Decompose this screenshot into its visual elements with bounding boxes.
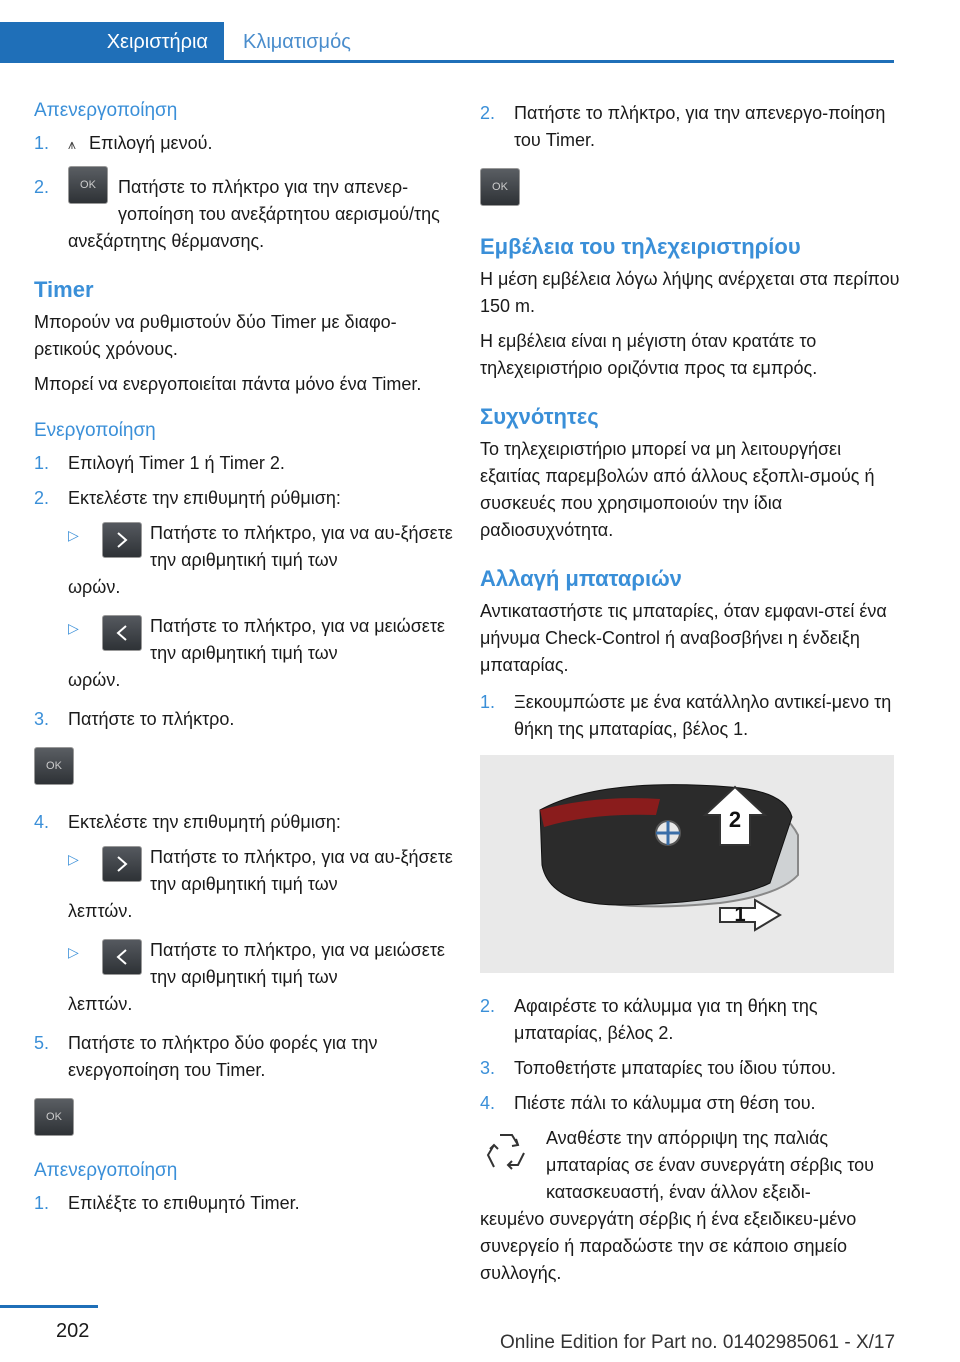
- item-number: 2.: [34, 488, 50, 508]
- item-text: Πατήστε το πλήκτρο.: [68, 709, 235, 729]
- item-text: Αφαιρέστε το κάλυμμα για τη θήκη της μπαταρίας, βέλος 2.: [514, 996, 818, 1043]
- item-text: Επιλέξτε το επιθυμητό Timer.: [68, 1193, 300, 1213]
- list-item: [34, 174, 454, 255]
- battery-paragraph: Αντικαταστήστε τις μπαταρίες, όταν εμφανι-στεί ένα μήνυμα Check-Control ή αναβοσβήνει η ένδειξη μπαταρίας.: [480, 601, 887, 675]
- item-number: 2.: [480, 103, 496, 123]
- tab-climate[interactable]: Κλιματισμός: [243, 30, 351, 53]
- heating-icon: ⩚: [68, 136, 76, 152]
- arrow-2-label: 2: [728, 807, 742, 832]
- decrease-arrow-button[interactable]: [102, 939, 142, 975]
- list-item: [34, 450, 454, 477]
- list-item: [34, 809, 454, 836]
- triangle-bullet-icon: ▷: [68, 620, 79, 636]
- left-column: [34, 100, 454, 1225]
- sub-item: [68, 937, 454, 1018]
- edition-label: Online Edition for Part no. 01402985061 - X/17: [500, 1332, 896, 1353]
- range-heading: Εμβέλεια του τηλεχειριστηρίου: [480, 234, 801, 259]
- sub-item-tail: λεπτών.: [68, 901, 133, 921]
- sub-item-text: Πατήστε το πλήκτρο, για να αυ-ξήσετε την αριθμητική τιμή των: [150, 847, 453, 894]
- list-item: [34, 1030, 454, 1084]
- sub-item-tail: ωρών.: [68, 670, 121, 690]
- header-divider: [0, 60, 894, 63]
- list-item: [480, 993, 900, 1047]
- list-item: [480, 689, 900, 743]
- list-item: [480, 1090, 900, 1117]
- list-item: [34, 485, 454, 512]
- recycle-icon: [480, 1127, 532, 1179]
- range-paragraph-2: Η εμβέλεια είναι η μέγιστη όταν κρατάτε το τηλεχειριστήριο οριζόντια προς τα εμπρός.: [480, 331, 818, 378]
- decrease-arrow-button[interactable]: [102, 615, 142, 651]
- list-item: [34, 130, 454, 158]
- recycle-tail: κευμένο συνεργάτη σέρβις ή ένα εξειδικευ-μένο συνεργείο ή παραδώστε την σε κάποιο σημείο συλλογής.: [480, 1209, 857, 1283]
- item-text: Πατήστε το πλήκτρο για την απενερ-γοποίηση του ανεξάρτητου αερισμού/της ανεξάρτητης θέρμανσης.: [68, 177, 440, 251]
- page-header: [0, 0, 960, 62]
- item-number: 3.: [480, 1058, 496, 1078]
- increase-arrow-button[interactable]: [102, 522, 142, 558]
- range-paragraph-1: Η μέση εμβέλεια λόγω λήψης ανέρχεται στα περίπου 150 m.: [480, 269, 900, 316]
- list-item: [34, 1190, 454, 1217]
- sub-item-text: Πατήστε το πλήκτρο, για να αυ-ξήσετε την αριθμητική τιμή των: [150, 523, 453, 570]
- arrow-1-label: 1: [734, 904, 746, 926]
- ok-button[interactable]: OK: [34, 1098, 74, 1136]
- sub-item-text: Πατήστε το πλήκτρο, για να μειώσετε την αριθμητική τιμή των: [150, 616, 445, 663]
- item-number: 3.: [34, 709, 50, 729]
- list-item: [480, 1055, 900, 1082]
- item-number: 2.: [480, 996, 496, 1016]
- item-number: 4.: [34, 812, 50, 832]
- timer-paragraph-2: Μπορεί να ενεργοποιείται πάντα μόνο ένα Timer.: [34, 374, 422, 394]
- recycle-text: Αναθέστε την απόρριψη της παλιάς μπαταρίας σε έναν συνεργάτη σέρβις του κατασκευαστή, έναν άλλον εξειδι-: [546, 1128, 874, 1202]
- increase-arrow-button[interactable]: [102, 846, 142, 882]
- sub-item-tail: λεπτών.: [68, 994, 133, 1014]
- ok-button[interactable]: OK: [34, 747, 74, 785]
- item-number: 5.: [34, 1033, 50, 1053]
- item-number: 1.: [34, 1193, 50, 1213]
- activation-heading: Ενεργοποίηση: [34, 420, 156, 441]
- sub-item: [68, 520, 454, 601]
- triangle-bullet-icon: ▷: [68, 527, 79, 543]
- item-text: Τοποθετήστε μπαταρίες του ίδιου τύπου.: [514, 1058, 837, 1078]
- recycling-note: [480, 1125, 900, 1287]
- frequencies-paragraph: Το τηλεχειριστήριο μπορεί να μη λειτουργήσει εξαιτίας παρεμβολών από άλλους εξοπλι-σμούς ή συσκευές που χρησιμοποιούν την ίδια ραδιοσυχνότητα.: [480, 439, 875, 540]
- item-text: Επιλογή μενού.: [89, 133, 213, 153]
- ok-button[interactable]: OK: [68, 166, 108, 204]
- sub-item-tail: ωρών.: [68, 577, 121, 597]
- item-text: Πατήστε το πλήκτρο, για την απενεργο-ποίηση του Timer.: [514, 103, 886, 150]
- item-number: 2.: [34, 177, 50, 197]
- page-number: 202: [56, 1320, 90, 1342]
- ok-button[interactable]: OK: [480, 168, 520, 206]
- deactivation-heading: Απενεργοποίηση: [34, 100, 178, 121]
- tab-controls[interactable]: Χειριστήρια: [0, 22, 224, 62]
- item-text: Πιέστε πάλι το κάλυμμα στη θέση του.: [514, 1093, 816, 1113]
- frequencies-heading: Συχνότητες: [480, 404, 599, 429]
- timer-heading: Timer: [34, 277, 94, 302]
- battery-heading: Αλλαγή μπαταριών: [480, 566, 682, 591]
- triangle-bullet-icon: ▷: [68, 944, 79, 960]
- item-number: 4.: [480, 1093, 496, 1113]
- item-number: 1.: [480, 692, 496, 712]
- deactivation-heading-2: Απενεργοποίηση: [34, 1160, 178, 1181]
- list-item: [480, 100, 900, 154]
- right-column: [480, 100, 900, 1287]
- item-text: Ξεκουμπώστε με ένα κατάλληλο αντικεί-μενο τη θήκη της μπαταρίας, βέλος 1.: [514, 692, 892, 739]
- key-fob-battery-illustration: [480, 755, 894, 973]
- triangle-bullet-icon: ▷: [68, 851, 79, 867]
- sub-item-text: Πατήστε το πλήκτρο, για να μειώσετε την αριθμητική τιμή των: [150, 940, 445, 987]
- timer-paragraph-1: Μπορούν να ρυθμιστούν δύο Timer με διαφο-ρετικούς χρόνους.: [34, 312, 397, 359]
- item-text: Εκτελέστε την επιθυμητή ρύθμιση:: [68, 812, 341, 832]
- list-item: [34, 706, 454, 733]
- item-text: Πατήστε το πλήκτρο δύο φορές για την ενεργοποίηση του Timer.: [68, 1033, 378, 1080]
- item-text: Εκτελέστε την επιθυμητή ρύθμιση:: [68, 488, 341, 508]
- sub-item: [68, 844, 454, 925]
- sub-item: [68, 613, 454, 694]
- item-text: Επιλογή Timer 1 ή Timer 2.: [68, 453, 285, 473]
- item-number: 1.: [34, 453, 50, 473]
- item-number: 1.: [34, 133, 50, 153]
- footer-divider: [0, 1305, 98, 1308]
